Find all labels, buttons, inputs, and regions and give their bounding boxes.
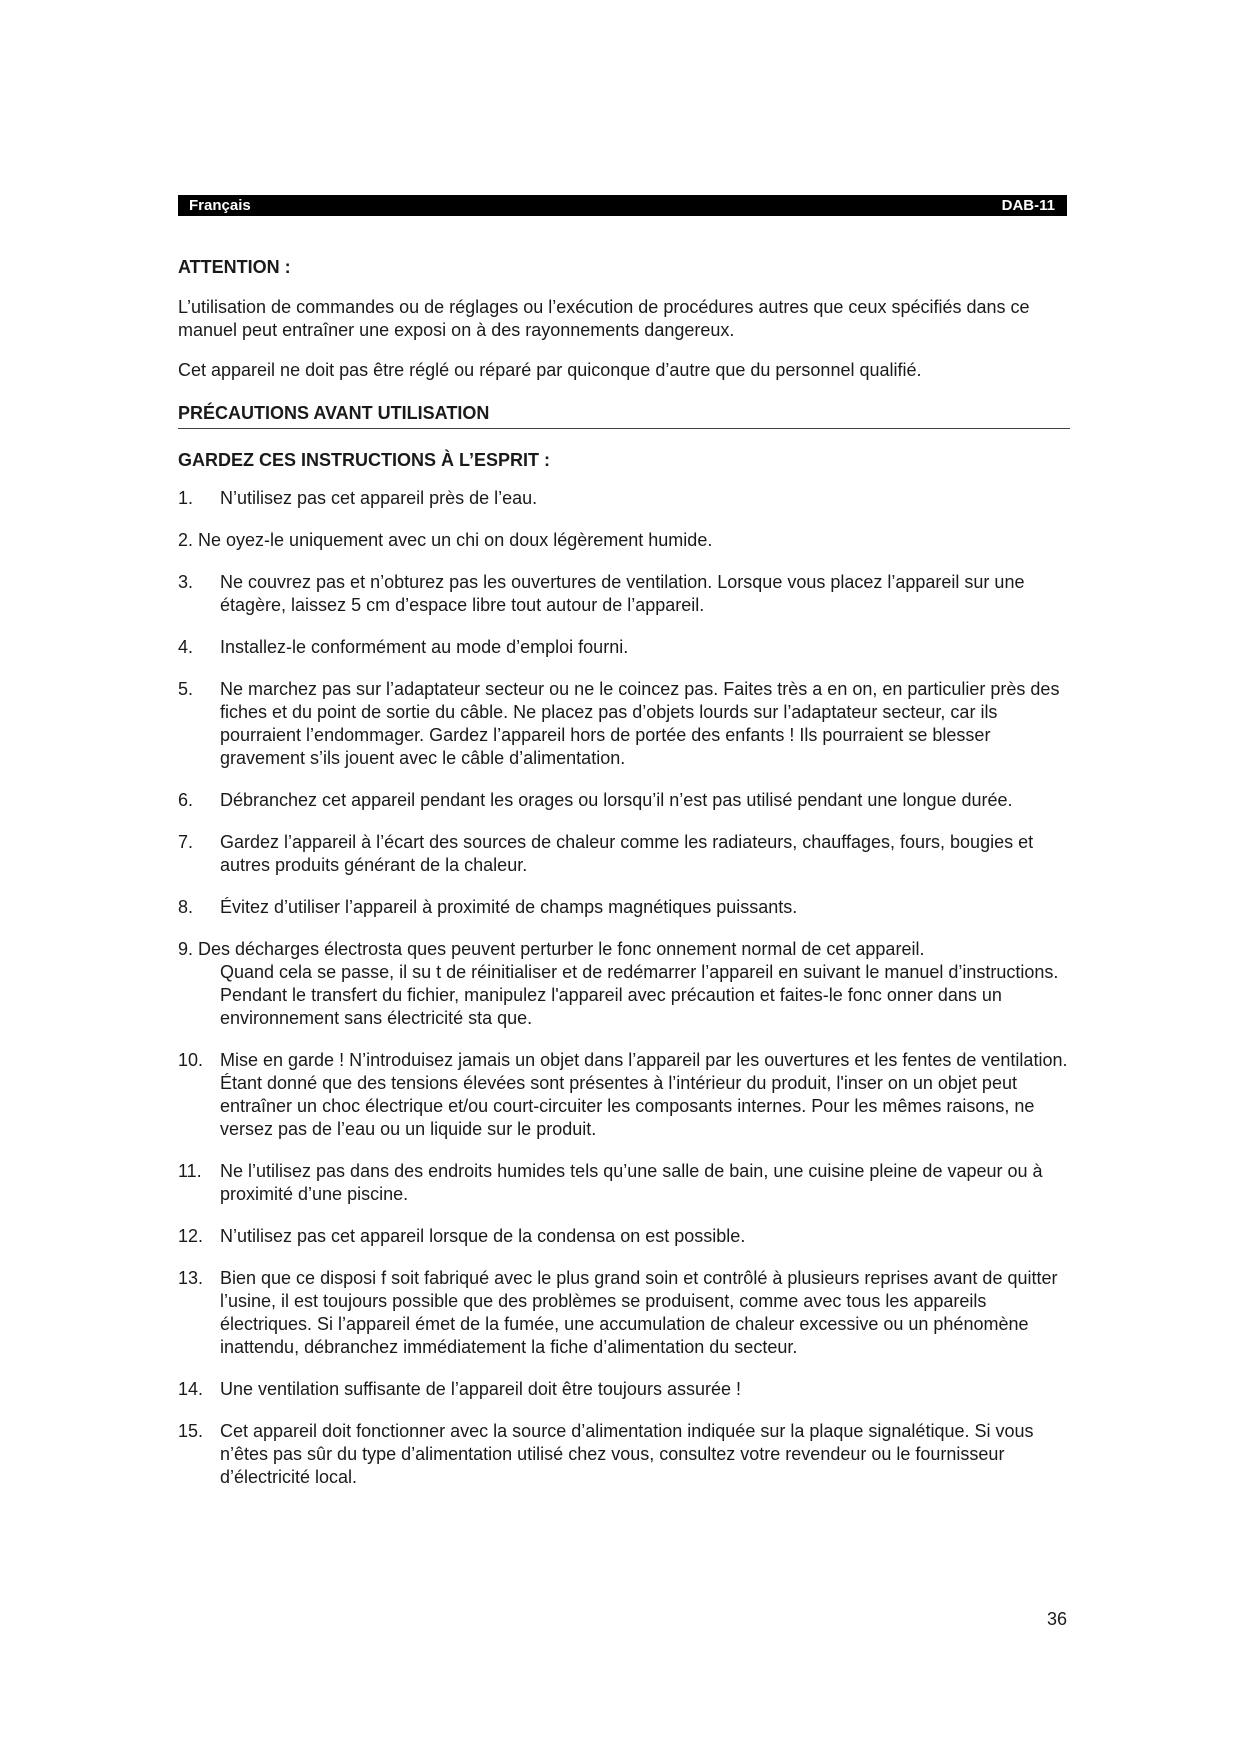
- list-item-text: Ne l’utilisez pas dans des endroits humides tels qu’une salle de bain, une cuisine pleine de vapeur ou à proximité d’une piscine.: [220, 1161, 1043, 1204]
- list-item-number: 14.: [178, 1379, 204, 1399]
- list-item-number: 10.: [178, 1050, 204, 1070]
- list-item: [178, 1378, 1070, 1401]
- list-item-number: 7.: [178, 832, 194, 852]
- list-item-text: N’utilisez pas cet appareil près de l’eau.: [220, 488, 538, 508]
- list-item-number: 5.: [178, 679, 194, 699]
- list-item-text-first-line: Des décharges électrosta ques peuvent perturber le fonc onnement normal de cet appareil.: [198, 939, 925, 959]
- list-item-text: Cet appareil doit fonctionner avec la source d’alimentation indiquée sur la plaque signalétique. Si vous n’êtes pas sûr du type d’alimentation utilisé chez vous, consultez votre revendeur ou le fournisseur d’électricité local.: [220, 1421, 1034, 1487]
- list-item: [178, 529, 1070, 552]
- list-item-text: Évitez d’utiliser l’appareil à proximité de champs magnétiques puissants.: [220, 897, 798, 917]
- list-item-number: 9.: [178, 939, 194, 959]
- list-item-text: Mise en garde ! N’introduisez jamais un objet dans l’appareil par les ouvertures et les fentes de ventilation. Étant donné que des tensions élevées sont présentes à l’intérieur du produit, l'inser on un objet peut entraîner un choc électrique et/ou court-circuiter les composants internes. Pour les mêmes raisons, ne versez pas de l’eau ou un liquide sur le produit.: [220, 1050, 1068, 1139]
- list-item-text: Installez-le conformément au mode d’emploi fourni.: [220, 637, 629, 657]
- list-item: [178, 789, 1070, 812]
- list-item-text: Bien que ce disposi f soit fabriqué avec le plus grand soin et contrôlé à plusieurs reprises avant de quitter l’usine, il est toujours possible que des problèmes se produisent, comme avec tous les appareils électriques. Si l’appareil émet de la fumée, une accumulation de chaleur excessive ou un phénomène inattendu, débranchez immédiatement la fiche d’alimentation du secteur.: [220, 1268, 1058, 1357]
- list-item: [178, 896, 1070, 919]
- list-item-text-continuation: Quand cela se passe, il su t de réinitialiser et de redémarrer l’appareil en suivant le manuel d’instructions. Pendant le transfert du fichier, manipulez l'appareil avec précaution et faites-le fonc onner dans un environnement sans électricité sta que.: [220, 962, 1059, 1028]
- list-item-number: 8.: [178, 897, 194, 917]
- header-model: DAB-11: [1001, 197, 1055, 214]
- list-item-number: 2.: [178, 530, 194, 550]
- header-language: Français: [189, 197, 251, 214]
- list-item: [178, 1225, 1070, 1248]
- list-item-number: 11.: [178, 1161, 202, 1181]
- precautions-heading: PRÉCAUTIONS AVANT UTILISATION: [178, 402, 1070, 429]
- list-item-number: 13.: [178, 1268, 204, 1288]
- list-item-text: Ne oyez-le uniquement avec un chi on doux légèrement humide.: [198, 530, 713, 550]
- list-item-number: 6.: [178, 790, 194, 810]
- attention-paragraph-2: Cet appareil ne doit pas être réglé ou réparé par quiconque d’autre que du personnel qualifié.: [178, 360, 922, 380]
- instructions-subheading: GARDEZ CES INSTRUCTIONS À L’ESPRIT :: [178, 450, 551, 470]
- list-item-text: Ne couvrez pas et n’obturez pas les ouvertures de ventilation. Lorsque vous placez l’appareil sur une étagère, laissez 5 cm d’espace libre tout autour de l’appareil.: [220, 572, 1025, 615]
- list-item: [178, 831, 1070, 877]
- list-item-number: 12.: [178, 1226, 204, 1246]
- list-item-text: Gardez l’appareil à l’écart des sources de chaleur comme les radiateurs, chauffages, fours, bougies et autres produits générant de la chaleur.: [220, 832, 1034, 875]
- page-header-bar: [178, 195, 1067, 216]
- list-item: [178, 938, 1070, 1030]
- list-item: [178, 1420, 1070, 1489]
- page-number: 36: [1046, 1609, 1067, 1629]
- list-item: [178, 1267, 1070, 1359]
- precautions-list: [178, 487, 1070, 1489]
- list-item-number: 3.: [178, 572, 194, 592]
- list-item: [178, 1049, 1070, 1141]
- list-item-text: Ne marchez pas sur l’adaptateur secteur ou ne le coincez pas. Faites très a en on, en particulier près des fiches et du point de sortie du câble. Ne placez pas d’objets lourds sur l’adaptateur secteur, car ils pourraient l’endommager. Gardez l’appareil hors de portée des enfants ! Ils pourraient se blesser gravement s’ils jouent avec le câble d’alimentation.: [220, 679, 1060, 768]
- list-item-text: Une ventilation suffisante de l’appareil doit être toujours assurée !: [220, 1379, 741, 1399]
- list-item: [178, 571, 1070, 617]
- list-item: [178, 636, 1070, 659]
- list-item-number: 4.: [178, 637, 194, 657]
- list-item-text: Débranchez cet appareil pendant les orages ou lorsqu’il n’est pas utilisé pendant une longue durée.: [220, 790, 1013, 810]
- list-item: [178, 678, 1070, 770]
- list-item: [178, 1160, 1070, 1206]
- list-item-number: 15.: [178, 1421, 204, 1441]
- list-item-number: 1.: [178, 488, 194, 508]
- list-item: [178, 487, 1070, 510]
- attention-heading: ATTENTION :: [178, 257, 291, 277]
- page-content: [178, 256, 1070, 1508]
- attention-paragraph-1: L’utilisation de commandes ou de réglages ou l’exécution de procédures autres que ceux spécifiés dans ce manuel peut entraîner une exposi on à des rayonnements dangereux.: [178, 297, 1030, 340]
- list-item-text: N’utilisez pas cet appareil lorsque de la condensa on est possible.: [220, 1226, 746, 1246]
